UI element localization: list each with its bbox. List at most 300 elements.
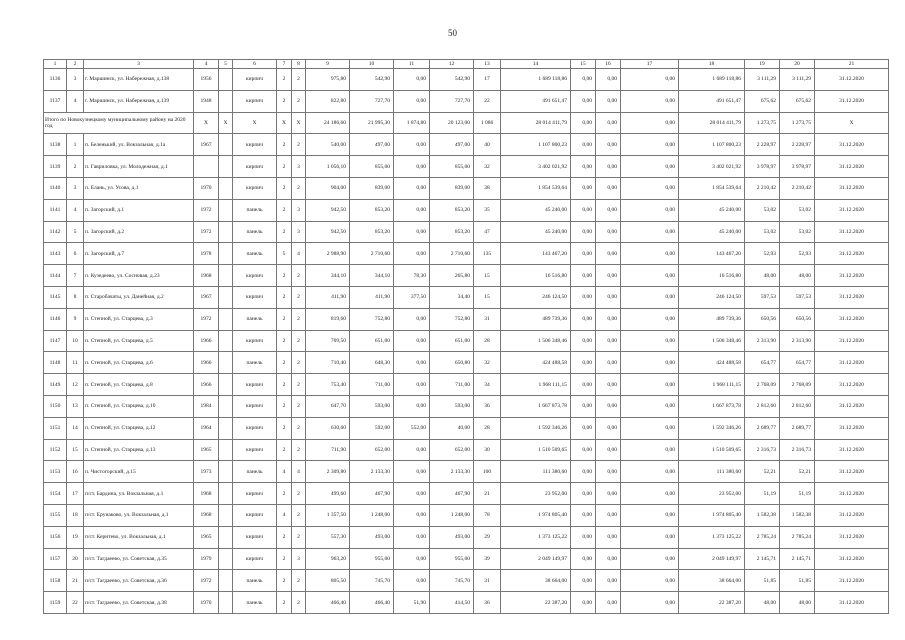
cell-mat: кирпич xyxy=(233,548,277,570)
cell-c11: 0,00 xyxy=(394,156,430,178)
cell-c17: 0,00 xyxy=(621,177,679,199)
cell-c19: 2 768,09 xyxy=(745,374,780,396)
cell-addr: п/ст. Ерунаково, ул. Вокзальная, д.1 xyxy=(84,504,194,526)
cell-id: 1159 xyxy=(44,592,67,614)
cell-c17: 0,00 xyxy=(621,69,679,91)
cell-c10: 839,00 xyxy=(350,177,394,199)
cell-c9: 822,80 xyxy=(306,90,350,112)
cell-c5 xyxy=(219,330,233,352)
cell-c14: 1 506 348,46 xyxy=(501,330,571,352)
cell-mat: кирпич xyxy=(233,134,277,156)
cell-mat: кирпич xyxy=(233,483,277,505)
cell-c16: 0,00 xyxy=(596,112,621,134)
cell-c18: 1 107 800,23 xyxy=(679,134,745,156)
cell-c16: 0,00 xyxy=(596,483,621,505)
cell-c20: 53,02 xyxy=(780,199,815,221)
cell-c10: 1 248,00 xyxy=(350,504,394,526)
cell-id: 1145 xyxy=(44,286,67,308)
cell-c10: 497,00 xyxy=(350,134,394,156)
cell-c11: 51,90 xyxy=(394,592,430,614)
cell-c8: 2 xyxy=(292,592,306,614)
cell-n: 22 xyxy=(67,592,84,614)
cell-c17: 0,00 xyxy=(621,395,679,417)
cell-c14: 489 739,36 xyxy=(501,308,571,330)
cell-c21: 31.12.2020 xyxy=(815,265,889,287)
cell-c19: 48,00 xyxy=(745,265,780,287)
cell-c19: 1 582,38 xyxy=(745,504,780,526)
cell-c14: 1 510 509,65 xyxy=(501,439,571,461)
cell-c12: 650,80 xyxy=(430,352,474,374)
cell-c16: 0,00 xyxy=(596,592,621,614)
cell-c14: 1 107 800,23 xyxy=(501,134,571,156)
cell-c12: 711,00 xyxy=(430,374,474,396)
cell-c8: 2 xyxy=(292,374,306,396)
cell-c12: 1 248,00 xyxy=(430,504,474,526)
cell-c14: 28 014 411,79 xyxy=(501,112,571,134)
cell-c15: 0,00 xyxy=(571,374,596,396)
column-header: 20 xyxy=(780,60,815,69)
cell-c8: 2 xyxy=(292,352,306,374)
cell-c12: 265,80 xyxy=(430,265,474,287)
cell-c5 xyxy=(219,592,233,614)
table-row xyxy=(44,439,889,461)
cell-c12: 855,00 xyxy=(430,156,474,178)
cell-year: 1970 xyxy=(194,177,219,199)
cell-c5 xyxy=(219,352,233,374)
cell-c18: 1 510 509,65 xyxy=(679,439,745,461)
cell-c5 xyxy=(219,548,233,570)
cell-year: 1967 xyxy=(194,286,219,308)
cell-n: 7 xyxy=(67,265,84,287)
table-row xyxy=(44,134,889,156)
cell-c14: 45 240,00 xyxy=(501,221,571,243)
cell-c19: 1 273,75 xyxy=(745,112,780,134)
cell-c13: 15 xyxy=(474,286,501,308)
cell-c11: 0,00 xyxy=(394,483,430,505)
column-header: 12 xyxy=(430,60,474,69)
cell-c18: 246 124,50 xyxy=(679,286,745,308)
cell-c11: 377,50 xyxy=(394,286,430,308)
cell-addr: п/ст. Тагдаеево, ул. Советская, д.36 xyxy=(84,570,194,592)
cell-c9: 411,90 xyxy=(306,286,350,308)
column-header: 18 xyxy=(679,60,745,69)
column-header: 10 xyxy=(350,60,394,69)
cell-c15: 0,00 xyxy=(571,352,596,374)
cell-c14: 38 664,00 xyxy=(501,570,571,592)
cell-c10: 711,00 xyxy=(350,374,394,396)
cell-c18: 28 014 411,79 xyxy=(679,112,745,134)
cell-c12: 853,20 xyxy=(430,199,474,221)
column-header: 14 xyxy=(501,60,571,69)
cell-c8: 2 xyxy=(292,265,306,287)
cell-c9: 540,00 xyxy=(306,134,350,156)
cell-mat: кирпич xyxy=(233,330,277,352)
cell-c21: 31.12.2020 xyxy=(815,199,889,221)
column-header: 21 xyxy=(815,60,889,69)
cell-c10: 542,90 xyxy=(350,69,394,91)
cell-c12: 542,90 xyxy=(430,69,474,91)
cell-c20: 1 582,38 xyxy=(780,504,815,526)
cell-c9: 466,40 xyxy=(306,592,350,614)
cell-c8: 4 xyxy=(292,243,306,265)
cell-c17: 0,00 xyxy=(621,548,679,570)
cell-id: 1136 xyxy=(44,69,67,91)
cell-id: 1139 xyxy=(44,156,67,178)
cell-year: 1970 xyxy=(194,592,219,614)
cell-c12: 20 123,00 xyxy=(430,112,474,134)
cell-c7: 2 xyxy=(277,221,292,243)
cell-c16: 0,00 xyxy=(596,156,621,178)
cell-c19: 52,93 xyxy=(745,243,780,265)
cell-c16: 0,00 xyxy=(596,439,621,461)
cell-c9: 711,90 xyxy=(306,439,350,461)
cell-c14: 16 516,80 xyxy=(501,265,571,287)
column-header: 6 xyxy=(233,60,277,69)
cell-addr: п/ст. Тагдаеево, ул. Советская, д.38 xyxy=(84,592,194,614)
cell-addr: п. Загорский, д.7 xyxy=(84,243,194,265)
cell-c12: 493,00 xyxy=(430,526,474,548)
cell-c16: 0,00 xyxy=(596,330,621,352)
cell-c21: 31.12.2020 xyxy=(815,395,889,417)
cell-c14: 45 240,00 xyxy=(501,199,571,221)
cell-c20: 654,77 xyxy=(780,352,815,374)
total-label: Итого по Новокузнецкому муниципальному району на 2020 год xyxy=(44,112,194,134)
cell-c7: 2 xyxy=(277,265,292,287)
cell-c15: 0,00 xyxy=(571,286,596,308)
column-header: 7 xyxy=(277,60,292,69)
cell-c17: 0,00 xyxy=(621,308,679,330)
cell-c19: 2 313,90 xyxy=(745,330,780,352)
cell-c9: 630,60 xyxy=(306,417,350,439)
cell-c17: 0,00 xyxy=(621,330,679,352)
cell-c20: 51,19 xyxy=(780,483,815,505)
cell-c5 xyxy=(219,265,233,287)
table-body xyxy=(44,69,889,614)
cell-c7: 2 xyxy=(277,69,292,91)
cell-mat: панель xyxy=(233,243,277,265)
cell-mat: панель xyxy=(233,308,277,330)
cell-n: 20 xyxy=(67,548,84,570)
cell-mat: кирпич xyxy=(233,156,277,178)
cell-c17: 0,00 xyxy=(621,90,679,112)
cell-c13: 36 xyxy=(474,592,501,614)
cell-n: 5 xyxy=(67,221,84,243)
cell-c7: 2 xyxy=(277,199,292,221)
cell-addr: п. Чистогорский, д.15 xyxy=(84,461,194,483)
cell-c9: 904,00 xyxy=(306,177,350,199)
cell-c17: 0,00 xyxy=(621,199,679,221)
cell-c15: 0,00 xyxy=(571,90,596,112)
cell-c10: 21 995,30 xyxy=(350,112,394,134)
cell-c13: 38 xyxy=(474,177,501,199)
cell-c9: 709,50 xyxy=(306,330,350,352)
cell-c5 xyxy=(219,570,233,592)
cell-c13: 78 xyxy=(474,504,501,526)
cell-year: 1972 xyxy=(194,308,219,330)
cell-c10: 593,00 xyxy=(350,395,394,417)
cell-c21: 31.12.2020 xyxy=(815,177,889,199)
cell-c14: 424 488,58 xyxy=(501,352,571,374)
cell-n: 9 xyxy=(67,308,84,330)
cell-c7: 2 xyxy=(277,439,292,461)
cell-c16: 0,00 xyxy=(596,570,621,592)
cell-mat: панель xyxy=(233,570,277,592)
cell-c18: 1 373 125,22 xyxy=(679,526,745,548)
cell-c12: 2 710,60 xyxy=(430,243,474,265)
cell-c16: 0,00 xyxy=(596,221,621,243)
cell-mat: кирпич xyxy=(233,286,277,308)
cell-c9: 344,10 xyxy=(306,265,350,287)
cell-c5 xyxy=(219,286,233,308)
cell-c17: 0,00 xyxy=(621,265,679,287)
cell-c18: 23 952,00 xyxy=(679,483,745,505)
cell-c19: 53,02 xyxy=(745,221,780,243)
cell-c17: 0,00 xyxy=(621,526,679,548)
cell-c14: 1 592 346,26 xyxy=(501,417,571,439)
cell-c21: 31.12.2020 xyxy=(815,526,889,548)
cell-c18: 1 667 873,78 xyxy=(679,395,745,417)
cell-c20: 2 145,71 xyxy=(780,548,815,570)
cell-id: 1137 xyxy=(44,90,67,112)
cell-c17: 0,00 xyxy=(621,504,679,526)
cell-c10: 651,00 xyxy=(350,330,394,352)
cell-c12: 727,70 xyxy=(430,90,474,112)
cell-addr: п. Старобачаты, ул. Данейная, д.2 xyxy=(84,286,194,308)
cell-c10: 855,00 xyxy=(350,156,394,178)
cell-c17: 0,00 xyxy=(621,592,679,614)
cell-c15: 0,00 xyxy=(571,330,596,352)
cell-c7: 4 xyxy=(277,461,292,483)
cell-c14: 1 974 805,40 xyxy=(501,504,571,526)
cell-c14: 1 968 111,15 xyxy=(501,374,571,396)
cell-c8: 3 xyxy=(292,548,306,570)
cell-c18: 491 651,47 xyxy=(679,90,745,112)
cell-n: 2 xyxy=(67,156,84,178)
cell-c10: 466,40 xyxy=(350,592,394,614)
cell-c5 xyxy=(219,483,233,505)
cell-c7: 4 xyxy=(277,504,292,526)
cell-c17: 0,00 xyxy=(621,439,679,461)
cell-c18: 143 467,20 xyxy=(679,243,745,265)
cell-c11: 0,00 xyxy=(394,526,430,548)
cell-c15: 0,00 xyxy=(571,221,596,243)
cell-c16: 0,00 xyxy=(596,461,621,483)
cell-c15: 0,00 xyxy=(571,199,596,221)
cell-addr: п. Елань, ул. Усова, д.1 xyxy=(84,177,194,199)
cell-n: 21 xyxy=(67,570,84,592)
cell-id: 1140 xyxy=(44,177,67,199)
cell-mat: кирпич xyxy=(233,417,277,439)
cell-c16: 0,00 xyxy=(596,395,621,417)
cell-year: 1968 xyxy=(194,504,219,526)
cell-c9: 647,70 xyxy=(306,395,350,417)
cell-c8: 2 xyxy=(292,504,306,526)
cell-mat: панель xyxy=(233,592,277,614)
cell-c13: 21 xyxy=(474,483,501,505)
cell-id: 1158 xyxy=(44,570,67,592)
cell-c20: 48,00 xyxy=(780,592,815,614)
cell-c5 xyxy=(219,221,233,243)
table-row xyxy=(44,69,889,91)
cell-c16: 0,00 xyxy=(596,374,621,396)
cell-c20: 3 978,97 xyxy=(780,156,815,178)
cell-c5 xyxy=(219,439,233,461)
cell-c9: 805,50 xyxy=(306,570,350,592)
cell-c13: 30 xyxy=(474,439,501,461)
cell-c18: 1 854 539,64 xyxy=(679,177,745,199)
cell-c19: 2 812,60 xyxy=(745,395,780,417)
cell-n: 19 xyxy=(67,526,84,548)
cell-c18: 38 664,00 xyxy=(679,570,745,592)
cell-c21: 31.12.2020 xyxy=(815,461,889,483)
cell-c7: 2 xyxy=(277,90,292,112)
cell-c21: 31.12.2020 xyxy=(815,483,889,505)
cell-c17: 0,00 xyxy=(621,156,679,178)
table-row xyxy=(44,265,889,287)
cell-c21: 31.12.2020 xyxy=(815,417,889,439)
housing-table xyxy=(43,59,889,614)
cell-mat: кирпич xyxy=(233,439,277,461)
cell-mat: панель xyxy=(233,461,277,483)
cell-c8: 4 xyxy=(292,461,306,483)
cell-c14: 22 387,20 xyxy=(501,592,571,614)
cell-c14: 491 651,47 xyxy=(501,90,571,112)
cell-addr: п/ст. Тагдаеево, ул. Советская, д.35 xyxy=(84,548,194,570)
cell-c19: 2 228,97 xyxy=(745,134,780,156)
cell-year xyxy=(194,156,219,178)
cell-c7: 2 xyxy=(277,570,292,592)
cell-c10: 2 133,30 xyxy=(350,461,394,483)
cell-n: 4 xyxy=(67,90,84,112)
cell-c19: 3 978,97 xyxy=(745,156,780,178)
cell-c21: 31.12.2020 xyxy=(815,156,889,178)
cell-c20: 53,02 xyxy=(780,221,815,243)
cell-c10: 2 710,60 xyxy=(350,243,394,265)
cell-c11: 0,00 xyxy=(394,461,430,483)
cell-year: 1966 xyxy=(194,352,219,374)
column-header: 8 xyxy=(292,60,306,69)
cell-id: 1149 xyxy=(44,374,67,396)
cell-n: 3 xyxy=(67,177,84,199)
cell-c11: 0,00 xyxy=(394,243,430,265)
cell-c15: 0,00 xyxy=(571,134,596,156)
cell-c10: 592,00 xyxy=(350,417,394,439)
cell-addr: п. Загорский, д.1 xyxy=(84,199,194,221)
cell-c5 xyxy=(219,69,233,91)
cell-n: 13 xyxy=(67,395,84,417)
cell-c5 xyxy=(219,156,233,178)
cell-id: 1156 xyxy=(44,526,67,548)
cell-c21: 31.12.2020 xyxy=(815,69,889,91)
table-row xyxy=(44,417,889,439)
cell-c12: 2 133,30 xyxy=(430,461,474,483)
cell-addr: п. Степной, ул. Старцева, д.13 xyxy=(84,439,194,461)
cell-c18: 45 240,00 xyxy=(679,199,745,221)
cell-c15: 0,00 xyxy=(571,548,596,570)
cell-c21: 31.12.2020 xyxy=(815,570,889,592)
cell-c20: 51,85 xyxy=(780,570,815,592)
column-header: 15 xyxy=(571,60,596,69)
cell-mat: кирпич xyxy=(233,177,277,199)
cell-addr: г. Маршинск, ул. Набережная, д.139 xyxy=(84,90,194,112)
cell-id: 1151 xyxy=(44,417,67,439)
cell-c18: 1 974 805,40 xyxy=(679,504,745,526)
cell-c21: 31.12.2020 xyxy=(815,308,889,330)
cell-c10: 411,90 xyxy=(350,286,394,308)
cell-id: 1141 xyxy=(44,199,67,221)
cell-c10: 467,90 xyxy=(350,483,394,505)
total-row xyxy=(44,112,889,134)
cell-c13: 100 xyxy=(474,461,501,483)
cell-c14: 3 402 021,92 xyxy=(501,156,571,178)
cell-c16: 0,00 xyxy=(596,286,621,308)
cell-c9: 819,60 xyxy=(306,308,350,330)
cell-c9: 1 357,50 xyxy=(306,504,350,526)
cell-year: 1965 xyxy=(194,439,219,461)
cell-c8: 2 xyxy=(292,483,306,505)
cell-c7: 2 xyxy=(277,483,292,505)
cell-n: 1 xyxy=(67,134,84,156)
cell-c16: 0,00 xyxy=(596,504,621,526)
cell-c13: 35 xyxy=(474,199,501,221)
cell-c15: 0,00 xyxy=(571,526,596,548)
cell-c11: 0,00 xyxy=(394,177,430,199)
table-row xyxy=(44,243,889,265)
cell-c19: 650,56 xyxy=(745,308,780,330)
cell-c8: 2 xyxy=(292,395,306,417)
cell-n: 15 xyxy=(67,439,84,461)
cell-c21: 31.12.2020 xyxy=(815,592,889,614)
cell-mat: панель xyxy=(233,221,277,243)
cell-c19: 2 145,71 xyxy=(745,548,780,570)
cell-c17: 0,00 xyxy=(621,221,679,243)
cell-n: 12 xyxy=(67,374,84,396)
column-header: 2 xyxy=(67,60,84,69)
column-header: 17 xyxy=(621,60,679,69)
cell-c20: 2 785,24 xyxy=(780,526,815,548)
cell-c8: 2 xyxy=(292,330,306,352)
table-row xyxy=(44,352,889,374)
column-header: 5 xyxy=(219,60,233,69)
cell-c11: 0,00 xyxy=(394,374,430,396)
cell-n: 18 xyxy=(67,504,84,526)
cell-id: 1143 xyxy=(44,243,67,265)
cell-c20: 48,00 xyxy=(780,265,815,287)
cell-c16: 0,00 xyxy=(596,548,621,570)
cell-c8: 2 xyxy=(292,308,306,330)
table-row xyxy=(44,308,889,330)
cell-c19: 2 689,77 xyxy=(745,417,780,439)
table-row xyxy=(44,504,889,526)
cell-c18: 3 402 021,92 xyxy=(679,156,745,178)
cell-c8: 2 xyxy=(292,177,306,199)
cell-c20: 2 313,90 xyxy=(780,330,815,352)
table-row xyxy=(44,374,889,396)
cell-year: 1948 xyxy=(194,90,219,112)
cell-c9: 1 056,10 xyxy=(306,156,350,178)
cell-n: 8 xyxy=(67,286,84,308)
cell-c12: 839,00 xyxy=(430,177,474,199)
cell-c21: 31.12.2020 xyxy=(815,352,889,374)
cell-c18: 1 689 118,86 xyxy=(679,69,745,91)
cell-c7: 2 xyxy=(277,548,292,570)
table-row xyxy=(44,221,889,243)
cell-c14: 246 124,50 xyxy=(501,286,571,308)
cell-mat: панель xyxy=(233,352,277,374)
cell-addr: п. Степной, ул. Старцева, д.12 xyxy=(84,417,194,439)
cell-c15: 0,00 xyxy=(571,243,596,265)
cell-c21: X xyxy=(815,112,889,134)
